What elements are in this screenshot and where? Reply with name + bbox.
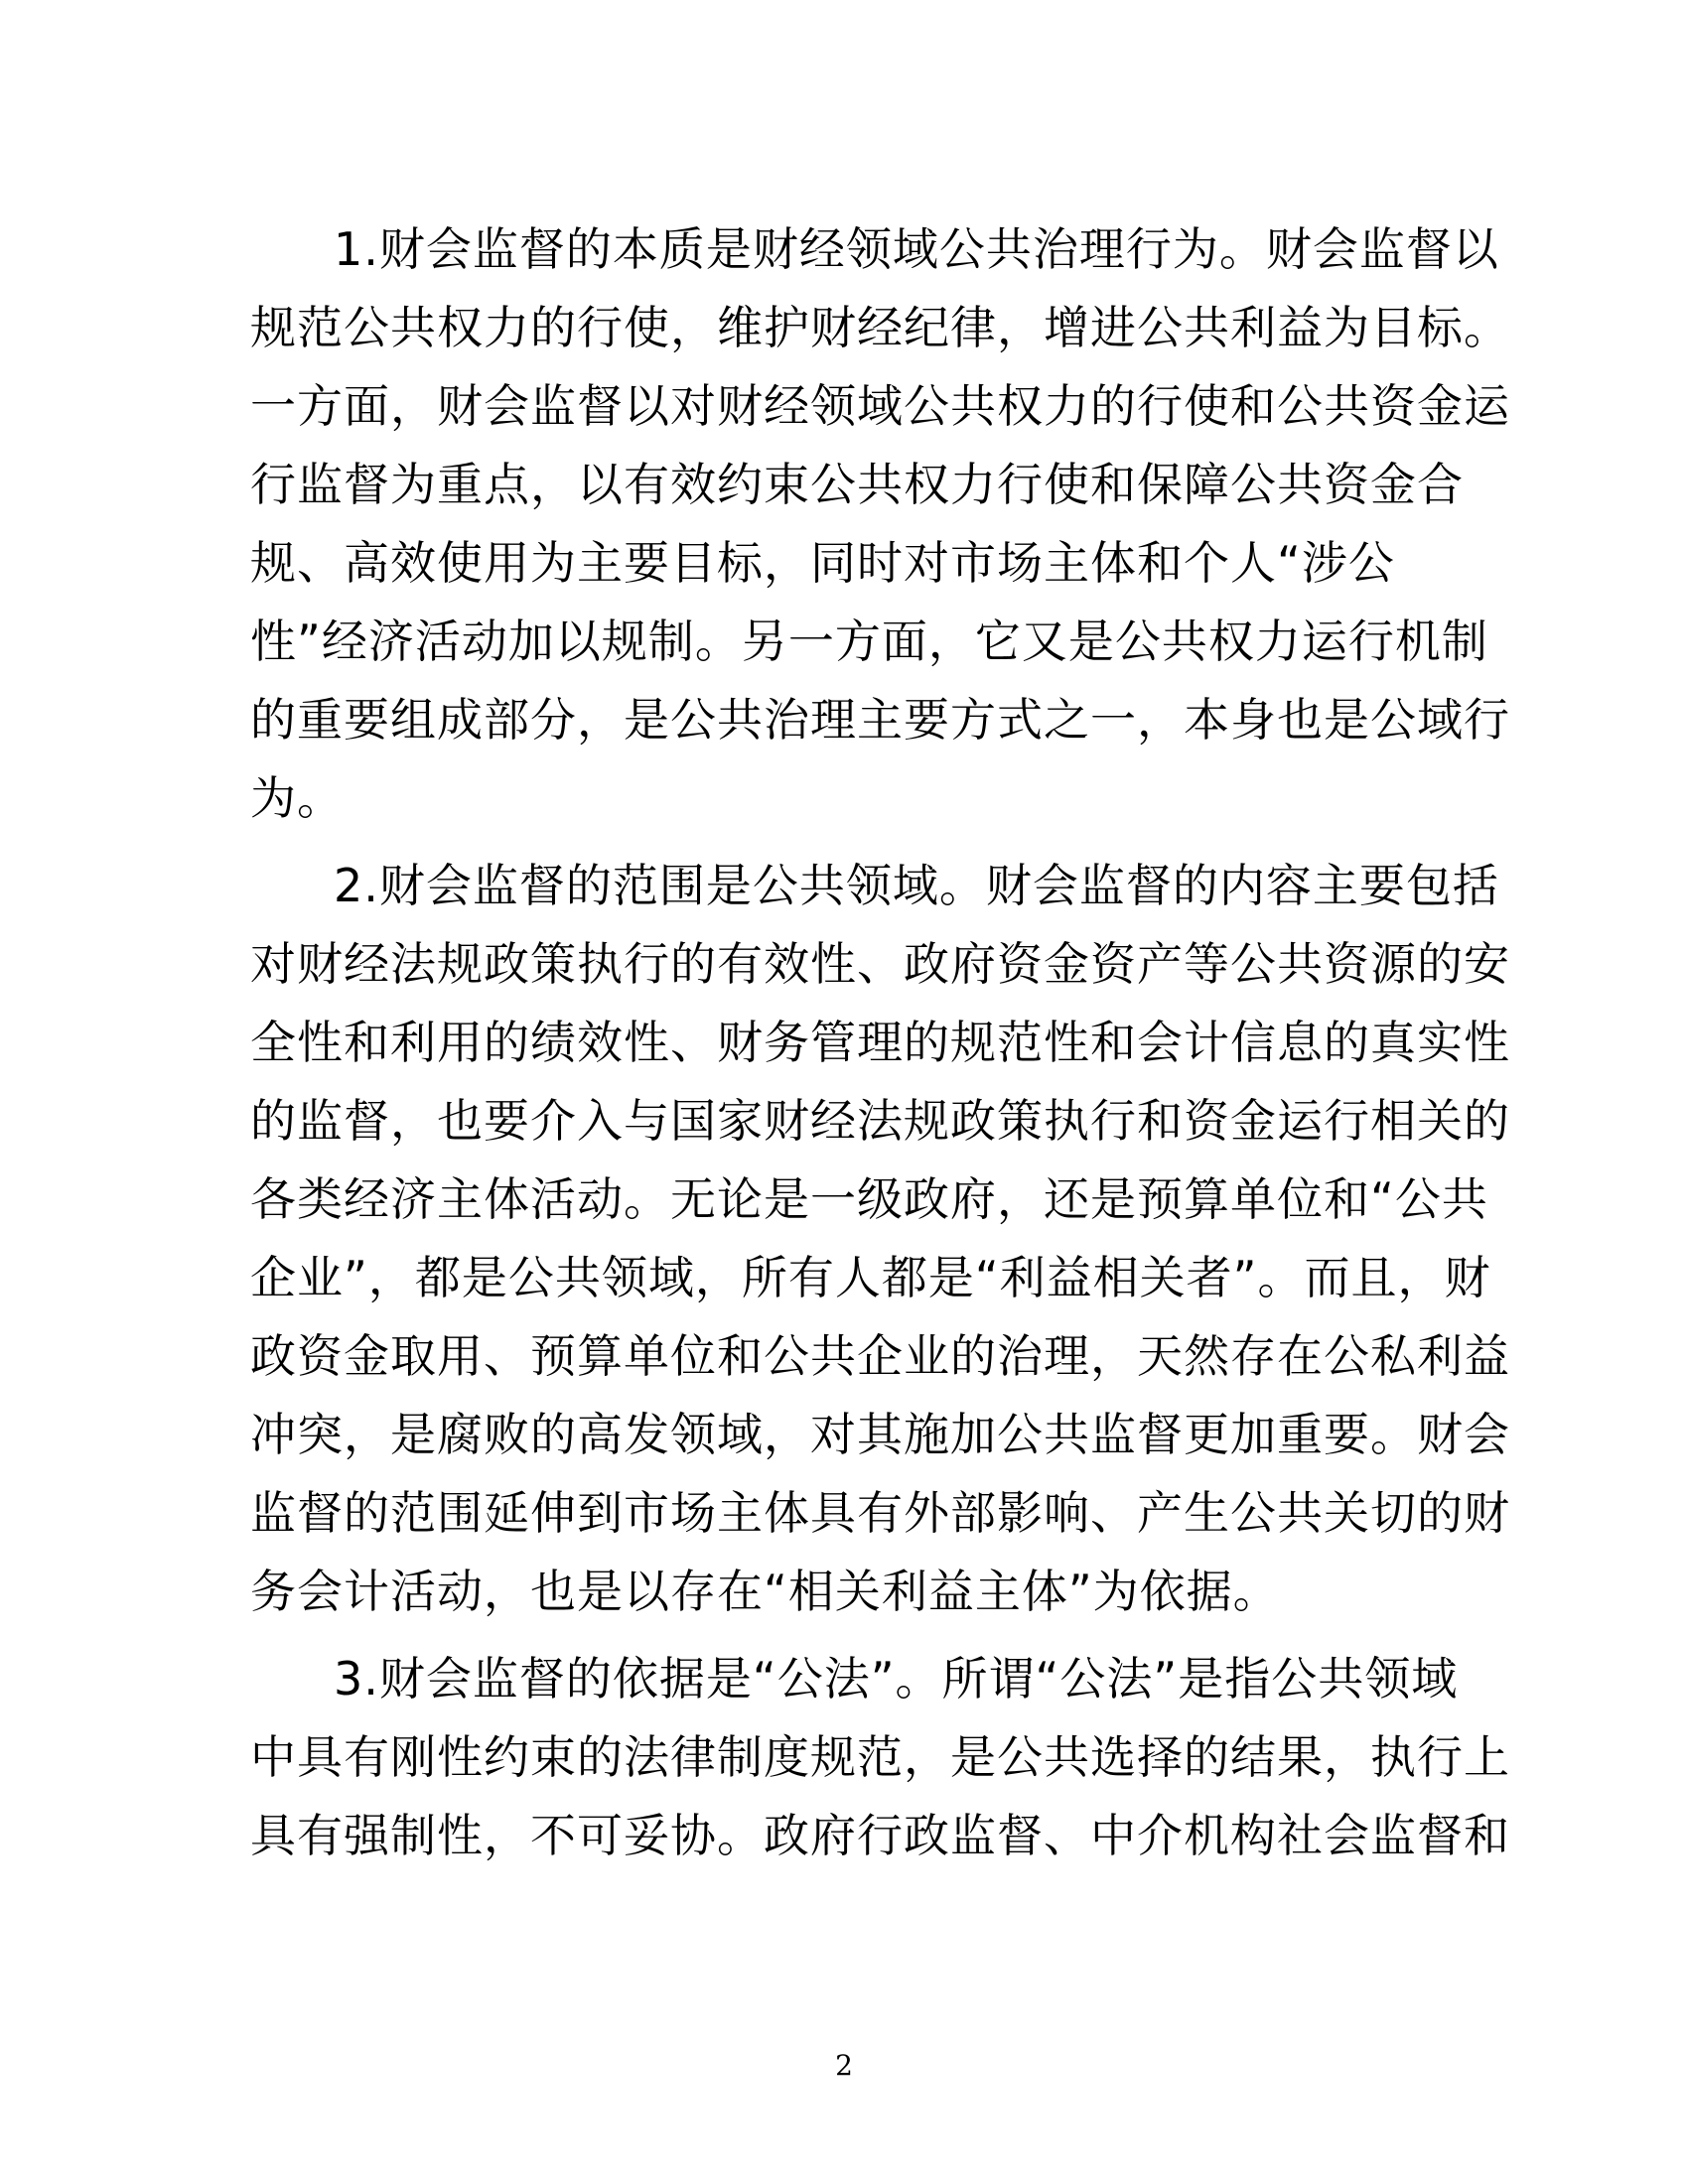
text-line: 的重要组成部分，是公共治理主要方式之一，本身也是公域行	[250, 693, 1510, 747]
text-line: 冲突，是腐败的高发领域，对其施加公共监督更加重要。财会	[250, 1408, 1510, 1461]
paragraph-2	[250, 847, 1510, 1631]
text-line: 性”经济活动加以规制。另一方面，它又是公共权力运行机制	[250, 614, 1488, 668]
text-line: 为。	[250, 771, 344, 825]
text-line: 政资金取用、预算单位和公共企业的治理，天然存在公私利益	[250, 1329, 1510, 1383]
text-line: 2.财会监督的范围是公共领域。财会监督的内容主要包括	[334, 859, 1499, 912]
page-number: 2	[835, 2049, 853, 2082]
text-line: 的监督，也要介入与国家财经法规政策执行和资金运行相关的	[250, 1094, 1510, 1148]
paragraph-1	[250, 210, 1510, 838]
text-line: 中具有刚性约束的法律制度规范，是公共选择的结果，执行上	[250, 1730, 1510, 1784]
text-line: 具有强制性，不可妥协。政府行政监督、中介机构社会监督和	[250, 1809, 1510, 1862]
text-line: 务会计活动，也是以存在“相关利益主体”为依据。	[250, 1565, 1280, 1618]
text-line: 一方面，财会监督以对财经领域公共权力的行使和公共资金运	[250, 379, 1510, 433]
text-line: 监督的范围延伸到市场主体具有外部影响、产生公共关切的财	[250, 1486, 1510, 1540]
text-line: 规、高效使用为主要目标，同时对市场主体和个人“涉公	[250, 536, 1395, 590]
text-line: 对财经法规政策执行的有效性、政府资金资产等公共资源的安	[250, 937, 1510, 991]
text-line: 行监督为重点，以有效约束公共权力行使和保障公共资金合	[250, 458, 1464, 511]
text-line: 企业”，都是公共领域，所有人都是“利益相关者”。而且，财	[250, 1251, 1491, 1304]
paragraph-3	[250, 1640, 1510, 1875]
text-line: 3.财会监督的依据是“公法”。所谓“公法”是指公共领域	[334, 1652, 1459, 1706]
text-line: 全性和利用的绩效性、财务管理的规范性和会计信息的真实性	[250, 1016, 1510, 1069]
text-line: 规范公共权力的行使，维护财经纪律，增进公共利益为目标。	[250, 301, 1510, 354]
text-line: 各类经济主体活动。无论是一级政府，还是预算单位和“公共	[250, 1172, 1488, 1226]
body-text	[250, 210, 1510, 1884]
text-line: 1.财会监督的本质是财经领域公共治理行为。财会监督以	[334, 222, 1499, 276]
